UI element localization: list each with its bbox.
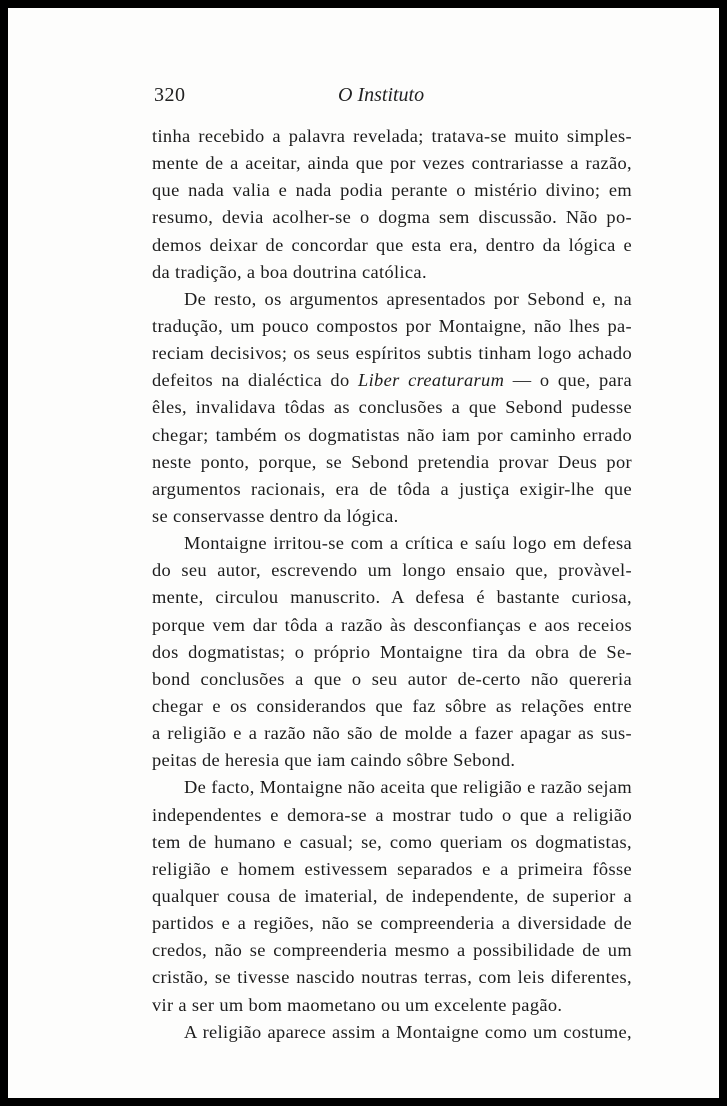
text-line: tinha recebido a palavra revelada; tratava-se muito simples-: [152, 126, 632, 146]
text-line: se conservasse dentro da lógica.: [152, 505, 399, 526]
text-line: De facto, Montaigne não aceita que religião e razão sejam: [184, 777, 632, 798]
text-line: a religião e a razão não são de molde a fazer apagar as sus-: [152, 723, 632, 744]
text-line: peitas de heresia que iam caindo sôbre Sebond.: [152, 750, 516, 771]
text-line: demos deixar de concordar que esta era, dentro da lógica e: [152, 234, 632, 255]
text-line: tradução, um pouco compostos por Montaigne, não lhes pa-: [152, 315, 632, 336]
text-line: Montaigne irritou-se com a crítica e saíu logo em defesa: [184, 533, 632, 554]
text-line: qualquer cousa de imaterial, de independente, de superior a: [152, 885, 632, 906]
running-head: O Instituto: [338, 84, 425, 106]
text-line: chegar e os considerandos que faz sôbre as relações entre: [152, 695, 632, 716]
text-line: dos dogmatistas; o próprio Montaigne tira da obra de Se-: [152, 641, 632, 662]
text-line: cristão, se tivesse nascido noutras terras, com leis diferentes,: [152, 967, 632, 988]
text-line: mente de a aceitar, ainda que por vezes contrariasse a razão,: [152, 153, 632, 174]
text-line: neste ponto, porque, se Sebond pretendia provar Deus por: [152, 451, 632, 472]
text-line: argumentos racionais, era de tôda a justiça exigir-lhe que: [152, 478, 632, 499]
text-line: credos, não se compreenderia mesmo a possibilidade de um: [152, 940, 632, 961]
text-line: chegar; também os dogmatistas não iam por caminho errado: [152, 424, 632, 445]
body-text: [152, 123, 632, 1046]
text-segment: defeitos na dialéctica do: [152, 370, 358, 391]
text-line: independentes e demora-se a mostrar tudo o que a religião: [152, 804, 632, 825]
text-line: [152, 367, 632, 394]
text-line: da tradição, a boa doutrina católica.: [152, 261, 427, 282]
text-line: De resto, os argumentos apresentados por Sebond e, na: [184, 288, 632, 309]
page-header: [154, 80, 632, 110]
text-segment: — o que, para: [504, 370, 632, 391]
text-line: reciam decisivos; os seus espíritos subtis tinham logo achado: [152, 343, 632, 364]
text-line: do seu autor, escrevendo um longo ensaio que, provàvel-: [152, 560, 632, 581]
text-line: tem de humano e casual; se, como queriam os dogmatistas,: [152, 831, 632, 852]
book-page: [8, 8, 719, 1098]
text-line: mente, circulou manuscrito. A defesa é bastante curiosa,: [152, 587, 632, 608]
text-line: resumo, devia acolher-se o dogma sem discussão. Não po-: [152, 207, 632, 228]
text-line: vir a ser um bom maometano ou um excelente pagão.: [152, 994, 563, 1015]
text-line: que nada valia e nada podia perante o mistério divino; em: [152, 180, 632, 201]
text-line: porque vem dar tôda a razão às desconfianças e aos receios: [152, 614, 632, 635]
book-title: Liber creaturarum: [358, 370, 505, 391]
text-line: êles, invalidava tôdas as conclusões a que Sebond pudesse: [152, 397, 632, 418]
text-line: religião e homem estivessem separados e a primeira fôsse: [152, 858, 632, 879]
page-number: 320: [154, 84, 186, 106]
text-line: bond conclusões a que o seu autor de-certo não quereria: [152, 668, 632, 689]
text-line: A religião aparece assim a Montaigne como um costume,: [184, 1021, 632, 1042]
text-line: partidos e a regiões, não se compreenderia a diversidade de: [152, 913, 632, 934]
